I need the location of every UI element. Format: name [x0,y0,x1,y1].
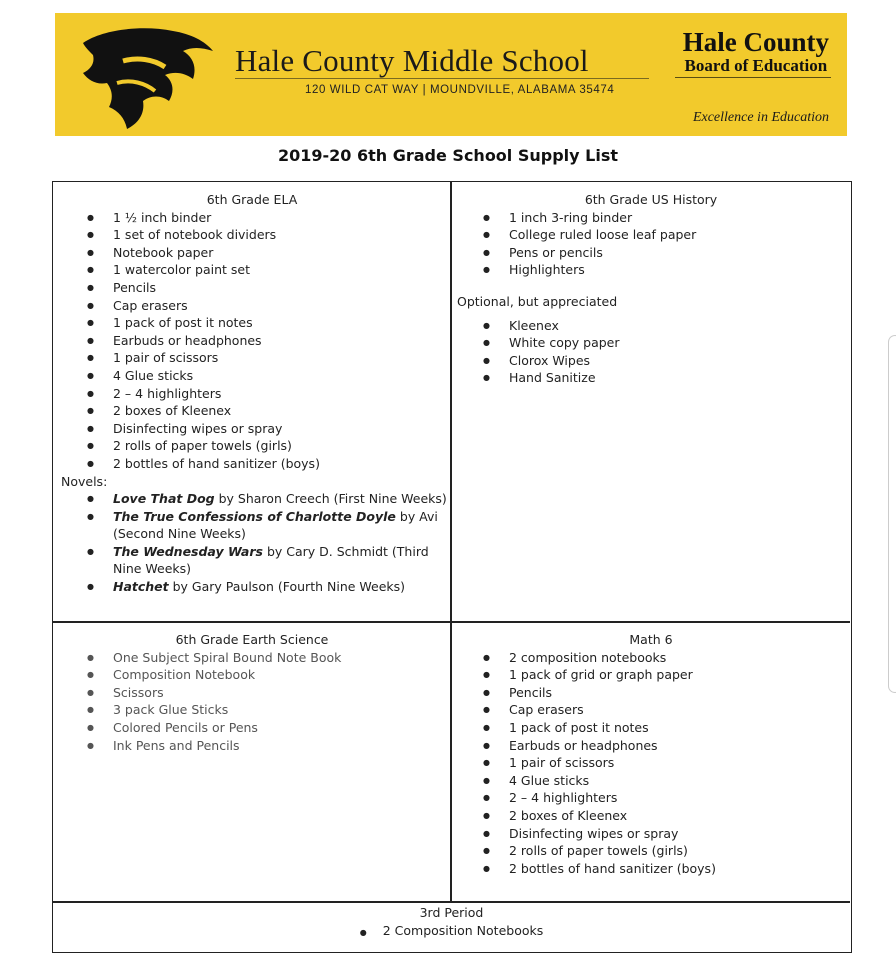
math-cell [453,631,849,877]
novel-detail: by Avi (Second Nine Weeks) [113,508,438,542]
list-item: ● 2 – 4 highlighters [57,385,447,403]
divider [53,901,850,903]
bullet-icon: ● [359,927,367,937]
list-item: ● 1 set of notebook dividers [57,226,447,244]
list-item: ● Pencils [57,279,447,297]
list-item: ● 2 composition notebooks [453,649,849,667]
list-item: ● 1 ½ inch binder [57,209,447,227]
list-item: ● 2 boxes of Kleenex [453,807,849,825]
earth-science-list [57,649,447,755]
list-item: ● Pens or pencils [453,244,849,262]
novel-item [57,543,447,578]
list-item: ● White copy paper [453,334,849,352]
list-item: ● 4 Glue sticks [57,367,447,385]
optional-label: Optional, but appreciated [457,293,618,309]
novel-title: The Wednesday Wars [113,543,263,559]
list-item: ● Pencils [453,684,849,702]
ela-cell [57,191,447,596]
list-item: ● 1 pack of post it notes [57,314,447,332]
novel-item [57,508,447,543]
list-item: ● Ink Pens and Pencils [57,737,447,755]
third-period-cell [53,904,850,941]
list-item: ● Cap erasers [453,701,849,719]
list-item: ● 1 pair of scissors [57,349,447,367]
novels-label: Novels: [61,473,108,489]
list-item: ● Notebook paper [57,244,447,262]
list-item: ● Cap erasers [57,297,447,315]
history-cell [453,191,849,387]
novel-title: Love That Dog [113,491,215,507]
scrollbar[interactable] [888,335,896,693]
math-heading: Math 6 [629,632,673,647]
school-banner [55,13,847,136]
list-item: ● 1 watercolor paint set [57,261,447,279]
list-item: ● Hand Sanitize [453,369,849,387]
novel-title: The True Confessions of Charlotte Doyle [113,508,396,524]
novel-detail: by Sharon Creech (First Nine Weeks) [214,491,447,507]
list-item: ● Composition Notebook [57,666,447,684]
list-item: ● 2 rolls of paper towels (girls) [57,437,447,455]
list-item: ● College ruled loose leaf paper [453,226,849,244]
list-item [53,922,850,942]
list-item: ● 1 inch 3-ring binder [453,209,849,227]
history-list [453,209,849,279]
novel-detail: by Gary Paulson (Fourth Nine Weeks) [168,579,406,595]
history-heading: 6th Grade US History [584,192,718,207]
list-item: ● Disinfecting wipes or spray [453,825,849,843]
list-item: ● 2 bottles of hand sanitizer (boys) [453,860,849,878]
earth-science-cell [57,631,447,754]
board-line-2: Board of Education [684,56,828,75]
list-item: ● 2 bottles of hand sanitizer (boys) [57,455,447,473]
list-item: ● 3 pack Glue Sticks [57,701,447,719]
ela-heading: 6th Grade ELA [206,192,298,207]
earth-science-heading: 6th Grade Earth Science [175,632,329,647]
divider [675,77,831,78]
third-period-item: 2 Composition Notebooks [382,922,544,938]
school-name: Hale County Middle School [235,43,589,78]
divider [53,621,850,623]
list-item: ● Scissors [57,684,447,702]
list-item: ● Clorox Wipes [453,352,849,370]
list-item: ● Earbuds or headphones [453,737,849,755]
novel-title: Hatchet [113,579,169,595]
list-item: ● Highlighters [453,261,849,279]
list-item: ● Kleenex [453,317,849,335]
list-item: ● Colored Pencils or Pens [57,719,447,737]
list-item: ● 4 Glue sticks [453,772,849,790]
list-item: ● 2 – 4 highlighters [453,789,849,807]
novel-detail: by Cary D. Schmidt (Third Nine Weeks) [113,543,429,577]
list-item: ● Disinfecting wipes or spray [57,420,447,438]
list-item: ● 2 rolls of paper towels (girls) [453,842,849,860]
divider [235,78,649,79]
document-title: 2019-20 6th Grade School Supply List [277,146,619,165]
board-of-education-logo [683,29,829,74]
ela-list [57,209,447,473]
third-period-heading: 3rd Period [419,905,484,920]
novels-list [57,490,447,596]
novel-item [57,490,447,508]
supply-table [52,181,852,953]
math-list [453,649,849,878]
school-address: 120 WILD CAT WAY | MOUNDVILLE, ALABAMA 35474 [305,84,615,96]
list-item: ● 1 pair of scissors [453,754,849,772]
divider [450,182,452,902]
list-item: ● One Subject Spiral Bound Note Book [57,649,447,667]
list-item: ● Earbuds or headphones [57,332,447,350]
list-item: ● 1 pack of post it notes [453,719,849,737]
motto: Excellence in Education [692,110,829,125]
novel-item [57,578,447,596]
optional-list [453,317,849,387]
list-item: ● 1 pack of grid or graph paper [453,666,849,684]
board-line-1: Hale County [682,27,829,57]
list-item: ● 2 boxes of Kleenex [57,402,447,420]
wildcat-logo-icon [73,21,218,131]
